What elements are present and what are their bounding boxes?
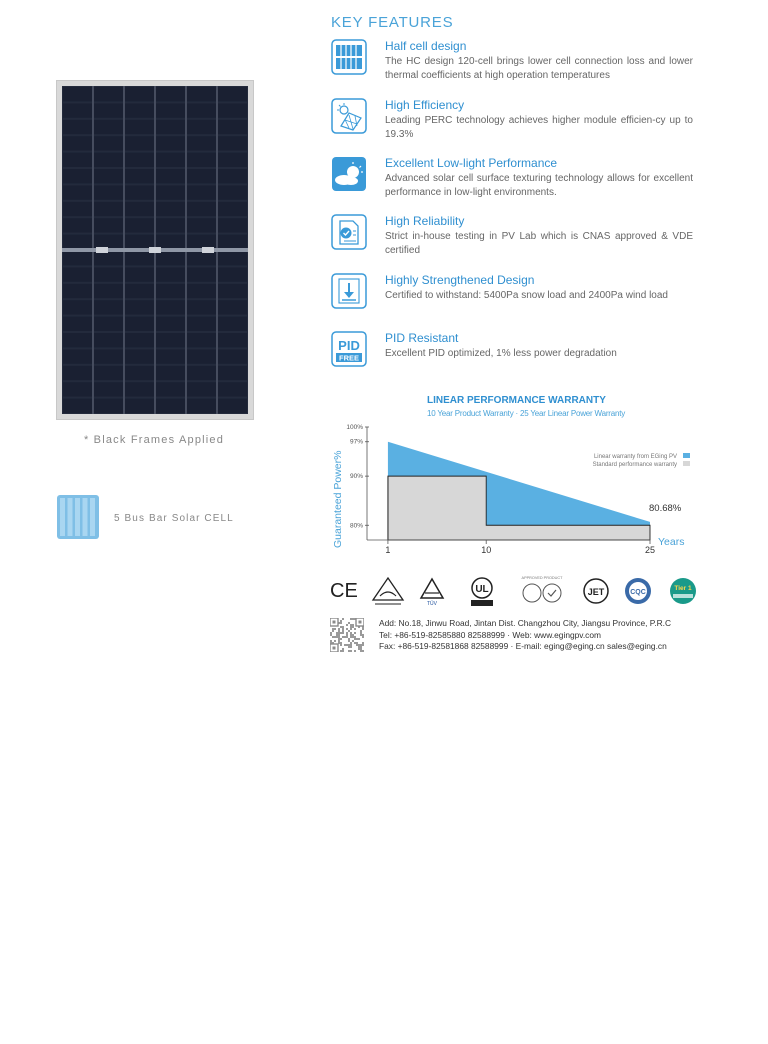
feature-title: High Efficiency	[385, 98, 465, 112]
cqc-logo-text: CQC	[630, 589, 646, 596]
approved-product-text: APPROVED PRODUCT	[521, 576, 563, 580]
y-tick-label: 80%	[349, 522, 363, 530]
legend-swatch-standard	[683, 461, 690, 466]
bus-bar-cell-label: 5 Bus Bar Solar CELL	[114, 513, 234, 524]
y-tick-label: 90%	[349, 473, 363, 481]
cqc-logo	[625, 578, 651, 604]
contact-address: Add: No.18, Jinwu Road, Jintan Dist. Changzhou City, Jiangsu Province, P.R.C	[379, 618, 672, 628]
ul-logo-text: UL	[475, 584, 489, 595]
low-light-icon	[331, 156, 367, 192]
y-axis-label: Guaranteed Power%	[332, 450, 344, 548]
feature-title: PID Resistant	[385, 331, 459, 345]
jet-logo-text: JET	[587, 587, 605, 597]
legend-entry-standard: Standard performance warranty	[592, 462, 677, 468]
x-tick-label: 10	[481, 545, 492, 555]
qr-code	[330, 618, 364, 652]
y-tick-label: 100%	[346, 424, 363, 431]
end-value-label: 80.68%	[649, 503, 682, 514]
tuv-logo-text: TÜV	[427, 601, 437, 607]
high-efficiency-icon	[331, 98, 367, 134]
feature-strengthened-design	[331, 273, 701, 323]
feature-title: Half cell design	[385, 39, 467, 53]
feature-title: High Reliability	[385, 214, 465, 228]
chart-title: LINEAR PERFORMANCE WARRANTY	[427, 395, 606, 406]
contact-tel-web: Tel: +86-519-82585880 82588999 · Web: www.egingpv.com	[379, 629, 602, 640]
x-tick-label: 1	[385, 545, 391, 555]
feature-text: Leading PERC technology achieves higher module efficien-cy up to 19.3%	[385, 115, 693, 140]
warranty-chart	[325, 422, 705, 564]
legend-entry-linear: Linear warranty from EGing PV	[593, 454, 677, 460]
ul-logo	[471, 578, 493, 606]
feature-title: Highly Strengthened Design	[385, 273, 535, 287]
chart-subtitle: 10 Year Product Warranty · 25 Year Linear Power Warranty	[427, 409, 626, 418]
feature-high-efficiency	[331, 98, 701, 148]
feature-text: The HC design 120-cell brings lower cell connection loss and lower thermal coefficients at high operation temperatures	[385, 56, 693, 81]
y-tick-label: 97%	[349, 438, 363, 446]
mcs-logo	[373, 578, 403, 604]
pid-icon-text: PID	[338, 338, 360, 353]
contact-fax-email: Fax: +86-519-82581868 82588999 · E-mail: eging@eging.cn sales@eging.cn	[379, 641, 667, 651]
tier1-logo	[670, 578, 696, 604]
panel-cells-grid	[62, 86, 248, 414]
strengthened-design-icon	[331, 273, 367, 309]
key-features-title: KEY FEATURES	[331, 14, 454, 31]
feature-title: Excellent Low-light Performance	[385, 156, 558, 170]
feature-high-reliability	[331, 214, 701, 264]
feature-low-light	[331, 156, 701, 206]
contact-info	[379, 618, 671, 653]
ce-logo: CE	[330, 580, 358, 602]
x-tick-label: 25	[644, 545, 656, 555]
certification-logos	[328, 574, 704, 608]
feature-text: Advanced solar cell surface texturing technology allows for excellent performance in low-light environments.	[385, 173, 693, 198]
jet-logo	[584, 579, 608, 603]
feature-text: Certified to withstand: 5400Pa snow load and 2400Pa wind load	[385, 290, 668, 301]
pid-icon-sub: FREE	[338, 353, 360, 363]
feature-pid-resistant	[331, 331, 701, 381]
feature-text: Excellent PID optimized, 1% less power degradation	[385, 348, 617, 359]
bus-bar-cell-icon	[57, 495, 99, 539]
feature-text: Strict in-house testing in PV Lab which is CNAS approved & VDE certified	[385, 231, 693, 256]
tier1-logo-text: Tier 1	[674, 585, 692, 592]
legend-swatch-linear	[683, 453, 690, 458]
black-frames-note: * Black Frames Applied	[83, 434, 225, 446]
reliability-icon	[331, 214, 367, 250]
pid-free-icon	[331, 331, 367, 367]
x-axis-label: Years	[658, 536, 685, 548]
solar-panel-image	[56, 80, 254, 420]
feature-half-cell	[331, 39, 701, 89]
approved-product-logo	[523, 584, 561, 602]
half-cell-icon	[331, 39, 367, 75]
tuv-logo	[421, 579, 443, 607]
